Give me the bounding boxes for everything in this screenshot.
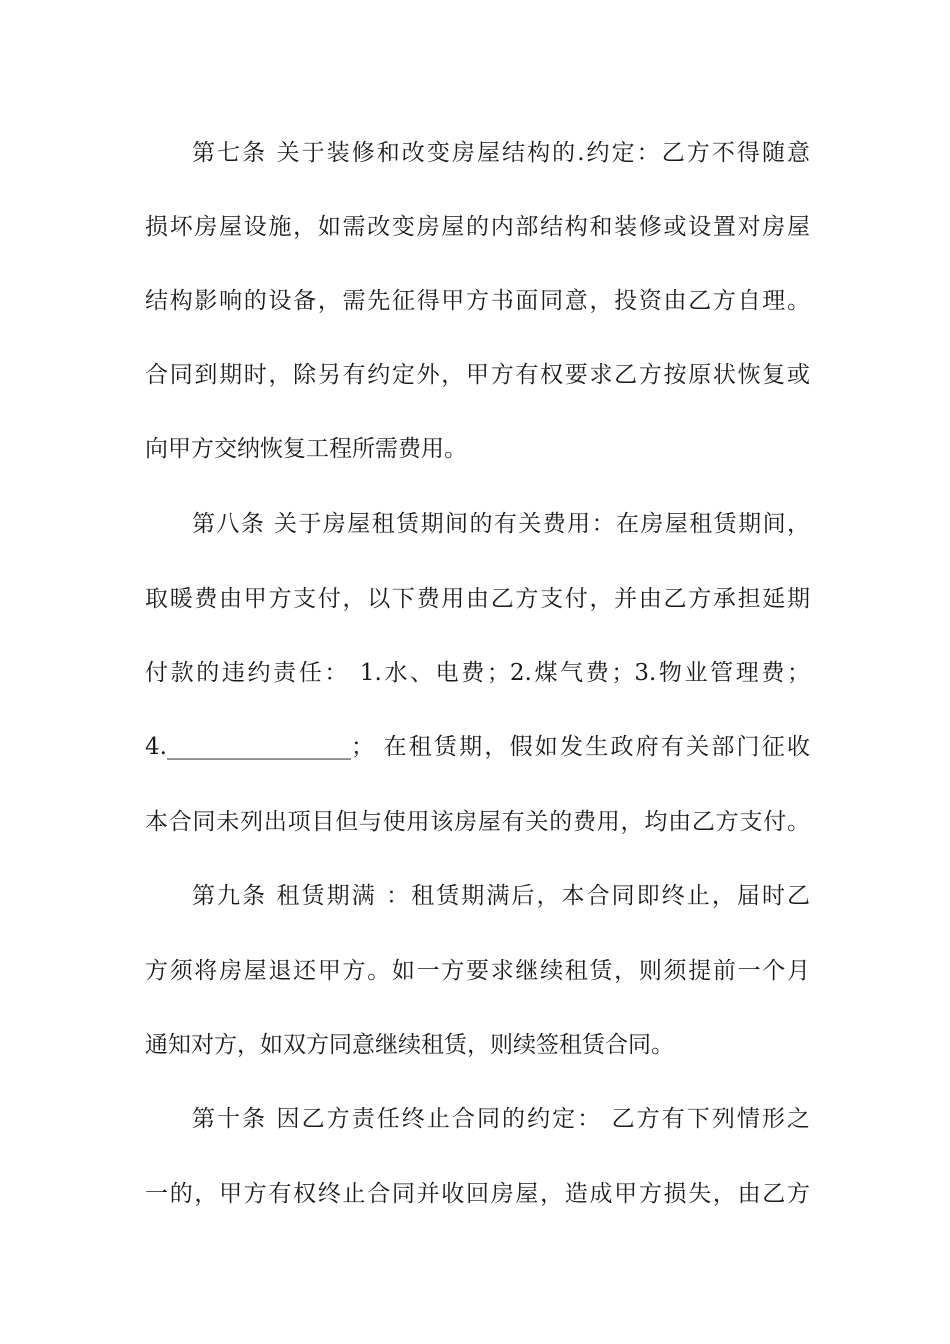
- article-7-line-1: 第七条 关于装修和改变房屋结构的.约定：乙方不得随意: [192, 140, 810, 166]
- article-8-line-1: 第八条 关于房屋租赁期间的有关费用：在房屋租赁期间，: [192, 511, 810, 537]
- article-9-line-2: 方须将房屋退还甲方。如一方要求继续租赁，则须提前一个月: [145, 958, 810, 984]
- article-10-line-1: 第十条 因乙方责任终止合同的约定： 乙方有下列情形之: [192, 1106, 810, 1132]
- article-7-line-5: 向甲方交纳恢复工程所需费用。: [145, 436, 467, 462]
- article-10-line-2: 一的，甲方有权终止合同并收回房屋，造成甲方损失，由乙方: [145, 1181, 810, 1207]
- article-9-line-3: 通知对方，如双方同意继续租赁，则续签租赁合同。: [145, 1032, 674, 1058]
- article-8-line-4: 4.________________； 在租赁期，假如发生政府有关部门征收: [145, 734, 810, 760]
- article-7-line-2: 损坏房屋设施，如需改变房屋的内部结构和装修或设置对房屋: [145, 214, 810, 240]
- article-7-line-3: 结构影响的设备，需先征得甲方书面同意，投资由乙方自理。: [145, 288, 810, 314]
- article-8-line-3: 付款的违约责任： 1.水、电费；2.煤气费；3.物业管理费；: [145, 660, 810, 686]
- article-8-line-5: 本合同未列出项目但与使用该房屋有关的费用，均由乙方支付。: [145, 809, 810, 835]
- article-8-line-2: 取暖费由甲方支付，以下费用由乙方支付，并由乙方承担延期: [145, 586, 810, 612]
- article-9-line-1: 第九条 租赁期满 ：租赁期满后，本合同即终止，届时乙: [192, 883, 810, 909]
- article-7-line-4: 合同到期时，除另有约定外，甲方有权要求乙方按原状恢复或: [145, 362, 810, 388]
